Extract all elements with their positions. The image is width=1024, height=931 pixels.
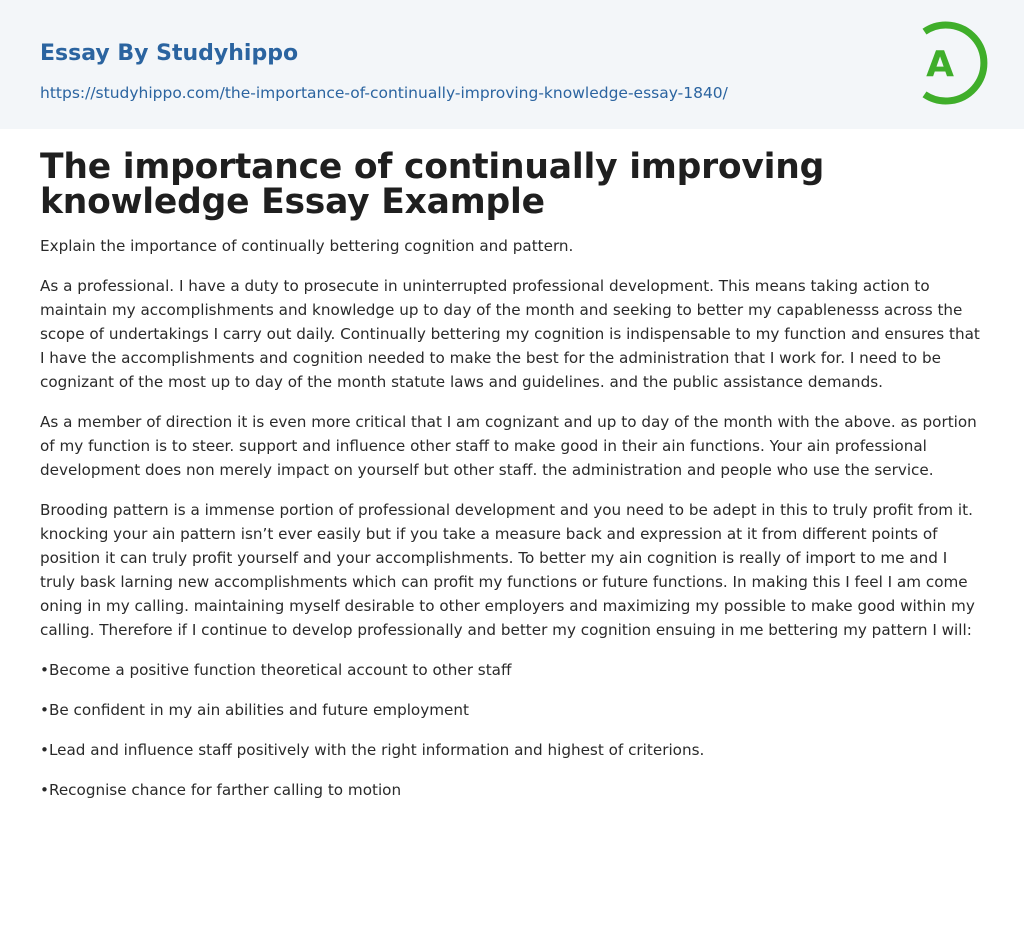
bullet-item: •Recognise chance for farther calling to motion [40, 781, 402, 799]
essay-content [40, 147, 984, 818]
essay-intro-paragraph: Explain the importance of continually bettering cognition and pattern. [40, 237, 574, 255]
source-url-link[interactable]: https://studyhippo.com/the-importance-of-continually-improving-knowledge-essay-1840/ [40, 84, 728, 102]
essay-paragraph: Brooding pattern is a immense portion of professional development and you need to be adept in this to truly profit from it. knocking your ain pattern isn’t ever easily but if you take a measure back and expression at it from different points of position it can truly profit yourself and your accomplishments. To better my ain cognition is really of import to me and I truly bask larning new accomplishments which can profit my functions or future functions. In making this I feel I am come oning in my calling. maintaining myself desirable to other employers and maximizing my possible to make good within my calling. Therefore if I continue to develop professionally and better my cognition ensuing in me bettering my pattern I will: [40, 501, 975, 639]
bullet-item: •Be confident in my ain abilities and future employment [40, 701, 469, 719]
site-title[interactable]: Essay By Studyhippo [40, 41, 299, 66]
essay-paragraph: As a member of direction it is even more critical that I am cognizant and up to day of the month with the above. as portion of my function is to steer. support and influence other staff to make good in their ain functions. Your ain professional development does non merely impact on yourself but other staff. the administration and people who use the service. [40, 413, 977, 479]
bullet-item: •Become a positive function theoretical account to other staff [40, 661, 512, 679]
bullet-item: •Lead and influence staff positively with the right information and highest of criterions. [40, 741, 705, 759]
essay-title: The importance of continually improving knowledge Essay Example [40, 147, 825, 222]
logo-letter: A [926, 44, 954, 85]
studyhippo-logo-icon[interactable] [910, 18, 988, 108]
site-header [0, 0, 1024, 129]
essay-paragraph: As a professional. I have a duty to prosecute in uninterrupted professional development. This means taking action to maintain my accomplishments and knowledge up to day of the month and seeking to better my capablenesss across the scope of undertakings I carry out daily. Continually bettering my cognition is indispensable to my function and ensures that I have the accomplishments and cognition needed to make the best for the administration that I work for. I need to be cognizant of the most up to day of the month statute laws and guidelines. and the public assistance demands. [40, 277, 980, 391]
